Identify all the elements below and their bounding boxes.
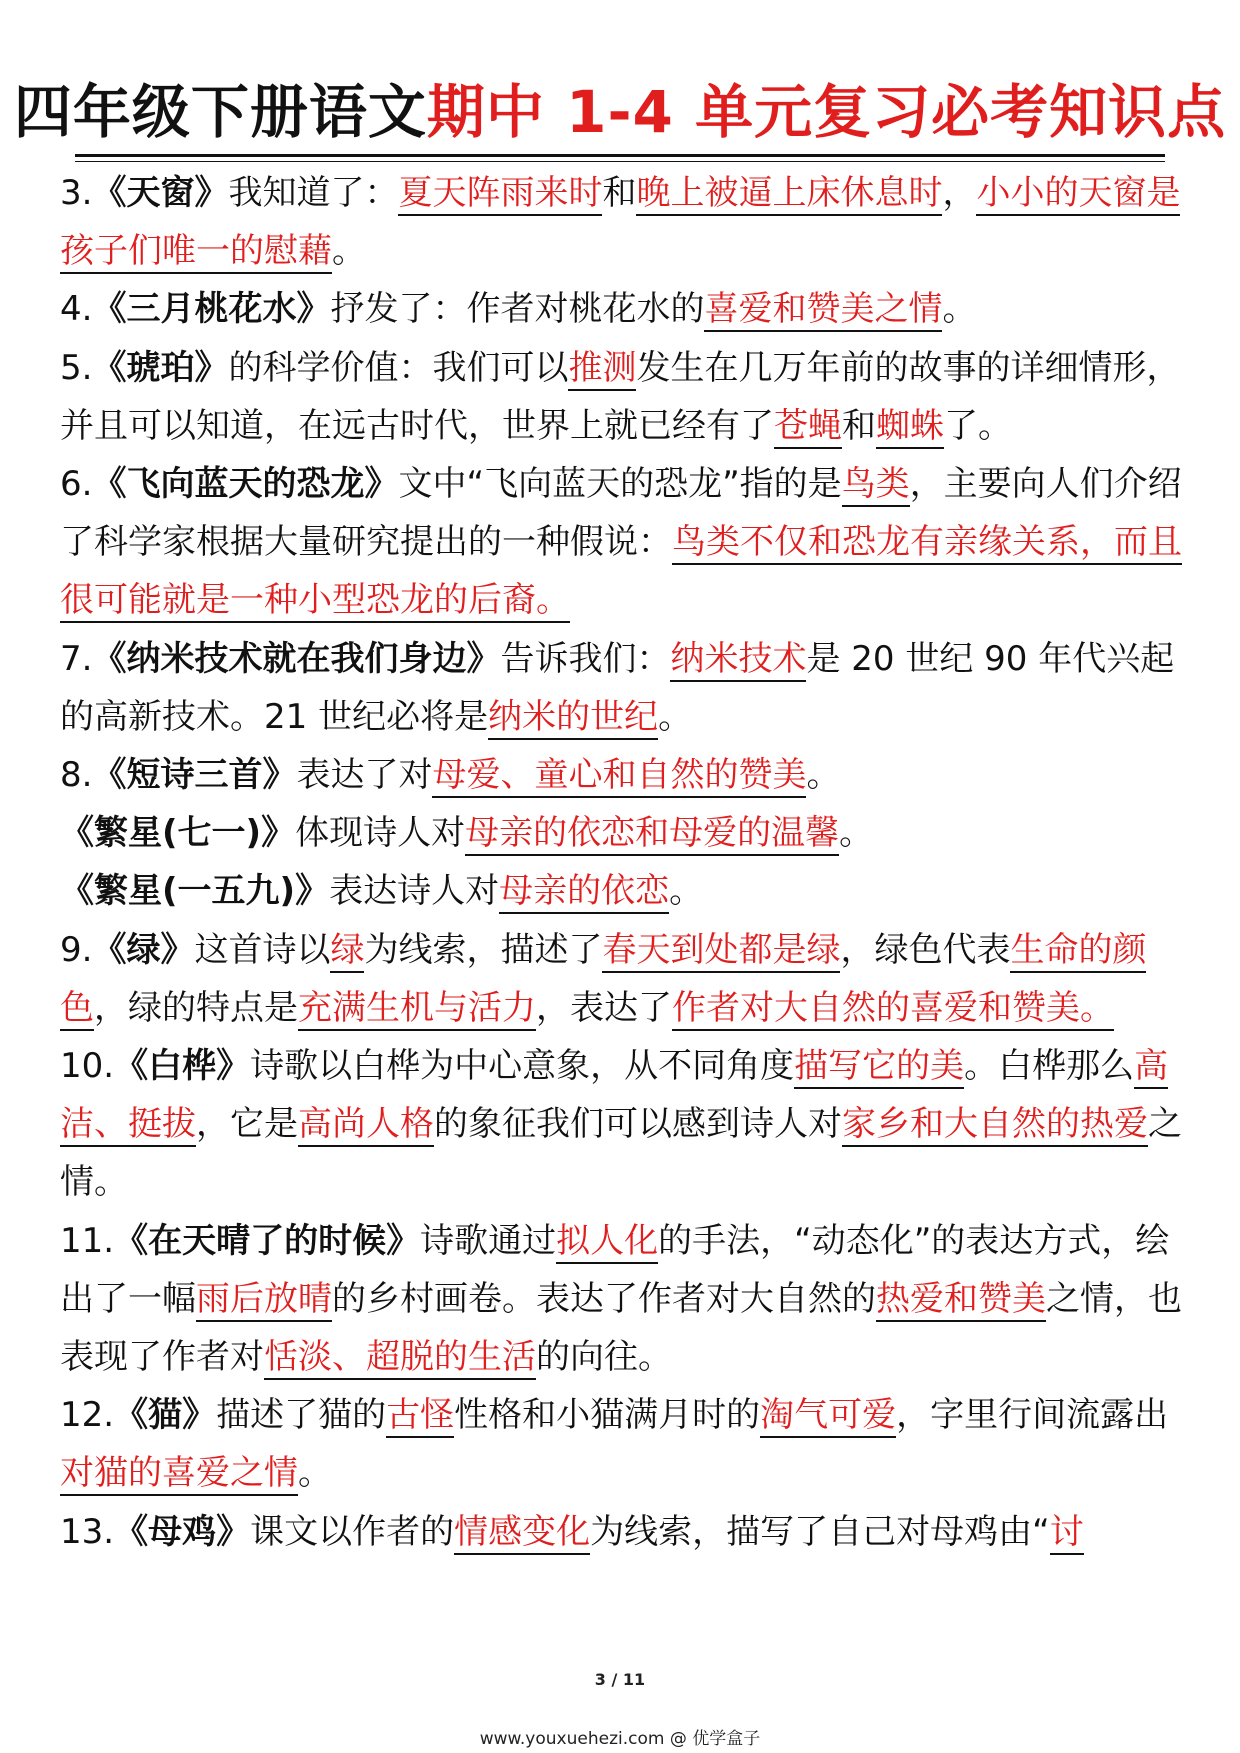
item-number: 4. xyxy=(60,289,93,330)
item-number: 13. xyxy=(60,1511,115,1552)
lesson-title: 《白桦》 xyxy=(114,1046,251,1087)
list-item xyxy=(60,1212,1185,1387)
key-point: 苍蝇 xyxy=(774,406,842,449)
key-point: 母亲的依恋 xyxy=(499,871,669,914)
item-number: 8. xyxy=(60,755,93,796)
item-text: 诗歌通过 xyxy=(420,1220,557,1261)
item-text: 的向往。 xyxy=(536,1337,672,1378)
key-point: 拟人化 xyxy=(556,1221,658,1264)
item-text: 为线索，描写了自己对母鸡由“ xyxy=(590,1511,1050,1552)
item-text: 描述了猫的 xyxy=(216,1395,387,1436)
lesson-title: 《三月桃花水》 xyxy=(92,289,331,330)
key-point: 绿 xyxy=(330,930,364,973)
item-number: 10. xyxy=(60,1046,115,1087)
item-text: 性格和小猫满月时的 xyxy=(454,1395,761,1436)
key-point: 母亲的依恋和母爱的温馨 xyxy=(465,813,839,856)
item-number: 7. xyxy=(60,638,93,679)
lesson-title: 《纳米技术就在我们身边》 xyxy=(92,638,501,679)
item-text: ，主要向人们介绍了科学家根据大量研究提出的一种假说： xyxy=(60,464,1182,563)
item-text: 。白桦那么 xyxy=(964,1046,1135,1087)
item-text: 。 xyxy=(298,1453,332,1494)
title-red-part: 期中 1-4 单元复习必考知识点 xyxy=(426,78,1227,146)
item-text: 抒发了：作者对桃花水的 xyxy=(330,289,705,330)
key-point: 情感变化 xyxy=(454,1512,590,1555)
item-number: 5. xyxy=(60,347,93,388)
item-text: 。 xyxy=(669,871,704,912)
key-point: 生命的颜色 xyxy=(60,930,1146,1031)
item-text: 这首诗以 xyxy=(194,929,331,970)
item-text: ，绿色代表 xyxy=(840,929,1011,970)
lesson-title: 《绿》 xyxy=(92,929,195,970)
item-text: ， xyxy=(942,173,977,213)
item-text: 表达诗人对 xyxy=(329,871,500,912)
title-underline-thick xyxy=(75,154,1165,157)
key-point: 热爱和赞美 xyxy=(876,1279,1046,1322)
key-point: 夏天阵雨来时 xyxy=(398,173,602,216)
lesson-title: 《母鸡》 xyxy=(114,1511,251,1552)
key-point: 纳米的世纪 xyxy=(488,697,658,740)
key-point: 充满生机与活力 xyxy=(298,988,536,1031)
footer-watermark: www.youxuehezi.com @ 优学盒子 xyxy=(479,1729,761,1749)
key-point: 作者对大自然的喜爱和赞美。 xyxy=(672,988,1114,1031)
item-text: ，它是 xyxy=(196,1104,298,1145)
lesson-title: 《飞向蓝天的恐龙》 xyxy=(92,464,399,505)
item-text: 了。 xyxy=(944,405,1012,446)
item-text: 表达了对 xyxy=(296,755,433,796)
list-item xyxy=(60,804,1185,862)
item-text: 课文以作者的 xyxy=(250,1511,455,1552)
item-text: 。 xyxy=(942,289,977,330)
list-item xyxy=(60,862,1185,920)
item-text: 之情，也表现了作者对 xyxy=(60,1278,1182,1378)
item-text: 的乡村画卷。表达了作者对大自然的 xyxy=(332,1278,876,1319)
list-item xyxy=(60,746,1185,804)
list-item xyxy=(60,280,1185,338)
item-text: 我知道了： xyxy=(228,173,399,213)
item-number: 9. xyxy=(60,929,93,970)
item-text: 。 xyxy=(839,813,874,854)
item-text: 。 xyxy=(332,231,366,272)
item-number: 3. xyxy=(60,173,93,213)
item-text: 诗歌以白桦为中心意象，从不同角度 xyxy=(250,1046,795,1087)
lesson-title: 《猫》 xyxy=(114,1395,217,1436)
list-item xyxy=(60,455,1185,630)
item-text: 体现诗人对 xyxy=(295,813,466,854)
item-number: 12. xyxy=(60,1395,115,1436)
list-item xyxy=(60,1503,1185,1561)
item-number: 6. xyxy=(60,464,93,505)
key-point: 春天到处都是绿 xyxy=(602,930,840,973)
item-text: ，表达了 xyxy=(536,987,672,1028)
key-point: 讨 xyxy=(1050,1512,1084,1555)
item-text: 和 xyxy=(602,173,637,213)
key-point: 晚上被逼上床休息时 xyxy=(636,173,942,216)
item-text: 。 xyxy=(658,696,693,737)
item-text: 的象征我们可以感到诗人对 xyxy=(434,1104,842,1145)
key-point: 高洁、挺拔 xyxy=(60,1046,1168,1147)
key-point: 淘气可爱 xyxy=(760,1395,896,1438)
item-text: 为线索，描述了 xyxy=(364,929,603,970)
key-point: 喜爱和赞美之情 xyxy=(704,289,942,332)
key-point: 雨后放晴 xyxy=(196,1279,332,1322)
key-point: 家乡和大自然的热爱 xyxy=(842,1104,1148,1147)
key-point: 纳米技术 xyxy=(670,639,806,682)
item-text: 之情。 xyxy=(60,1104,1182,1203)
item-text: ，字里行间流露出 xyxy=(896,1395,1169,1436)
list-item xyxy=(60,630,1185,746)
key-point: 鸟类 xyxy=(842,464,910,507)
item-text: 和 xyxy=(842,405,876,446)
item-text: 告诉我们： xyxy=(500,638,671,679)
page-title xyxy=(0,72,1240,152)
key-point: 推测 xyxy=(568,348,636,391)
lesson-title: 《短诗三首》 xyxy=(92,755,297,796)
list-item xyxy=(60,1386,1185,1502)
list-item xyxy=(60,921,1185,1037)
item-text: 是 20 世纪 90 年代兴起的高新技术。21 世纪必将是 xyxy=(60,638,1175,737)
lesson-title: 《天窗》 xyxy=(92,173,229,213)
list-item xyxy=(60,1037,1185,1212)
key-point: 鸟类不仅和恐龙有亲缘关系，而且很可能就是一种小型恐龙的后裔。 xyxy=(60,522,1182,623)
page-number: 3 / 11 xyxy=(594,1670,646,1689)
lesson-title: 《在天晴了的时候》 xyxy=(114,1220,421,1261)
lesson-title: 《繁星(七一)》 xyxy=(60,813,296,854)
key-point: 蜘蛛 xyxy=(876,406,944,449)
item-text: 文中“飞向蓝天的恐龙”指的是 xyxy=(398,464,842,505)
key-point: 高尚人格 xyxy=(298,1104,434,1147)
key-point: 小小的天窗是孩子们唯一的慰藉 xyxy=(60,173,1180,274)
item-text: 发生在几万年前的故事的详细情形，并且可以知道，在远古时代，世界上就已经有了 xyxy=(60,347,1181,446)
knowledge-list xyxy=(60,164,1185,1561)
key-point: 恬淡、超脱的生活 xyxy=(264,1337,536,1380)
lesson-title: 《繁星(一五九)》 xyxy=(60,871,330,912)
lesson-title: 《琥珀》 xyxy=(92,347,229,388)
key-point: 古怪 xyxy=(386,1395,454,1438)
title-black-part: 四年级下册语文 xyxy=(13,78,427,146)
item-text: 的科学价值：我们可以 xyxy=(228,347,569,388)
title-underline-thin xyxy=(75,161,1165,162)
list-item xyxy=(60,339,1185,455)
item-text: 。 xyxy=(806,755,841,796)
item-text: 的手法，“动态化”的表达方式，绘出了一幅 xyxy=(60,1220,1170,1319)
item-text: ，绿的特点是 xyxy=(94,987,298,1028)
key-point: 对猫的喜爱之情 xyxy=(60,1453,298,1496)
key-point: 描写它的美 xyxy=(794,1046,964,1089)
item-number: 11. xyxy=(60,1220,115,1261)
key-point: 母爱、童心和自然的赞美 xyxy=(432,755,806,798)
list-item xyxy=(60,164,1185,280)
